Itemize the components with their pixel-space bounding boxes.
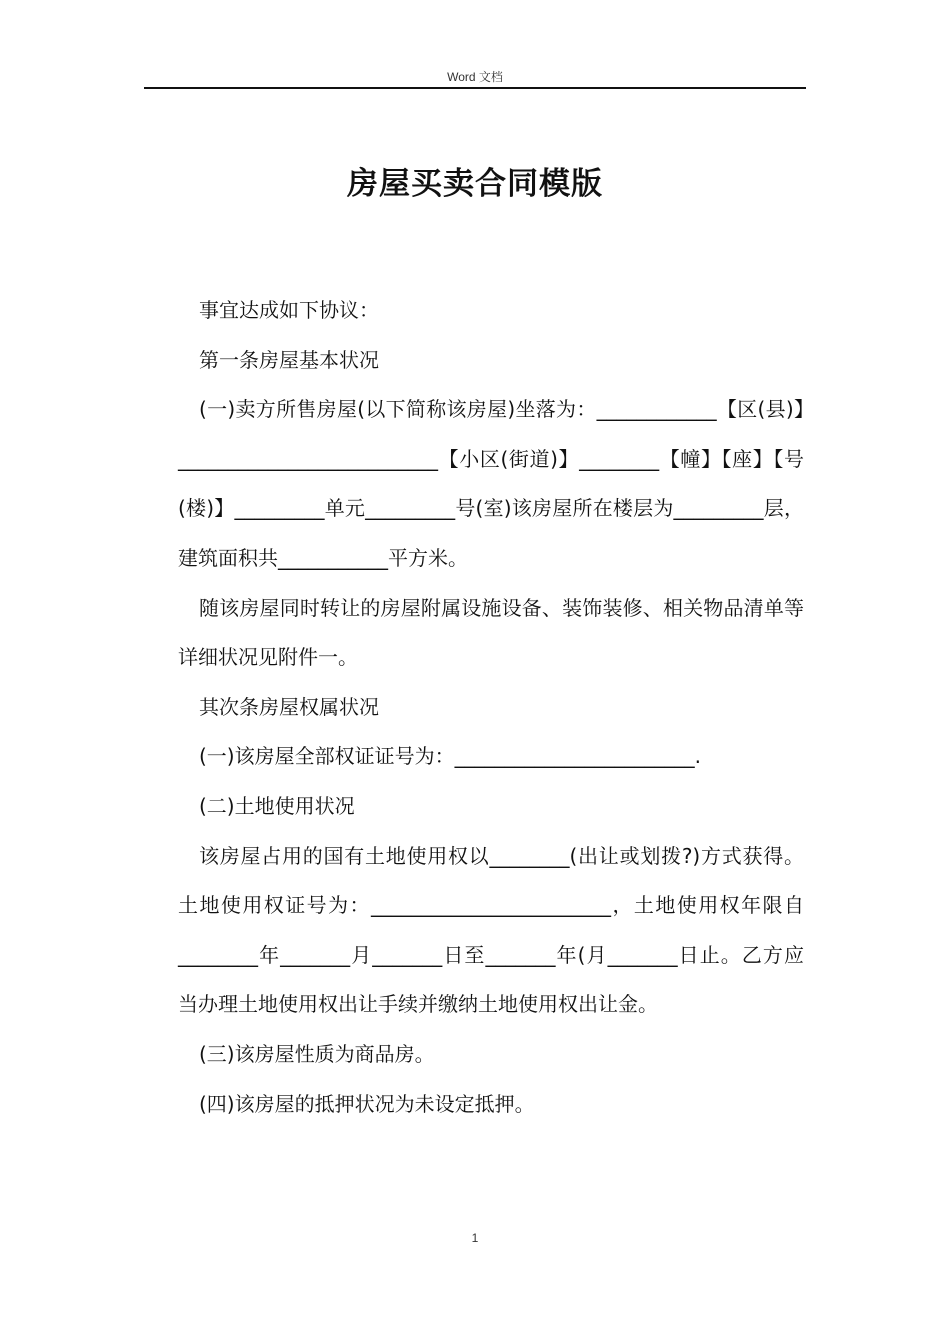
document-title: 房屋买卖合同模版 xyxy=(347,166,603,202)
page-number: 1 xyxy=(471,1231,479,1245)
paragraph: (一)该房屋全部权证证号为：________________________. xyxy=(199,744,701,769)
section-heading: 第一条房屋基本状况 xyxy=(199,347,379,372)
paragraph: (一)卖方所售房屋(以下简称该房屋)坐落为：____________【区(县)】__________________________【小区(街道)】________【幢】【座】【号(楼)】_________单元_________号(室)该房屋所在楼层为_________层，建筑面积共___________平方米。 xyxy=(178,397,804,570)
paragraph: (三)该房屋性质为商品房。 xyxy=(199,1041,435,1066)
document-body xyxy=(178,286,804,1129)
paragraph: 随该房屋同时转让的房屋附属设施设备、装饰装修、相关物品清单等详细状况见附件一。 xyxy=(178,595,804,670)
header-divider xyxy=(144,87,806,89)
paragraph: 事宜达成如下协议： xyxy=(199,298,379,322)
paragraph: 该房屋占用的国有土地使用权以________(出让或划拨?)方式获得。土地使用权证号为：________________________，土地使用权年限自________年_______月_______日至_______年(月_______日止。乙方应当办理土地使用权出让手续并缴纳土地使用权出让金。 xyxy=(178,843,804,1017)
paragraph: (四)该房屋的抵押状况为未设定抵押。 xyxy=(199,1091,535,1116)
page-header: Word 文档 xyxy=(447,70,503,84)
paragraph: (二)土地使用状况 xyxy=(199,793,355,818)
section-heading: 其次条房屋权属状况 xyxy=(199,694,379,719)
